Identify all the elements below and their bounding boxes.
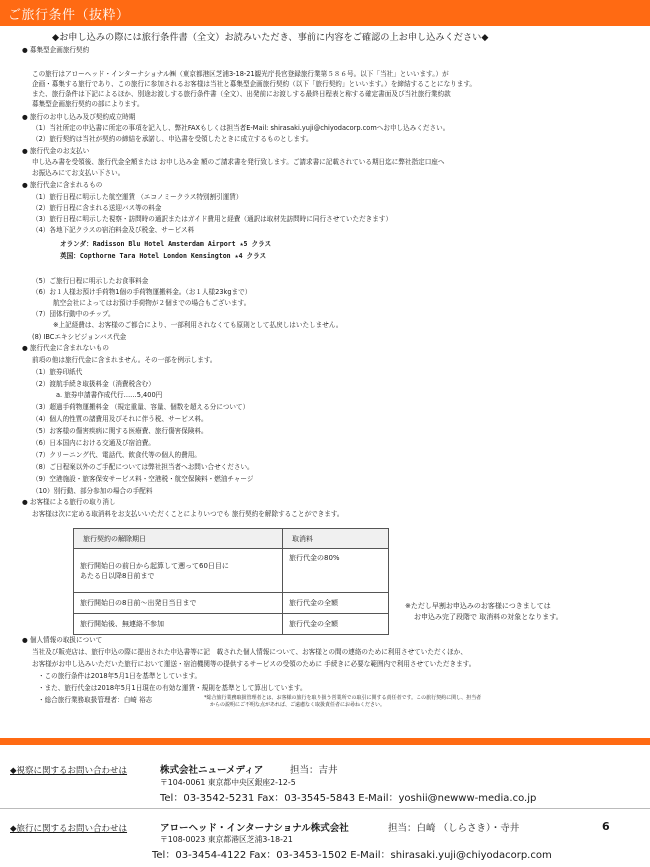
section-heading: ● 募集型企画旅行契約 <box>22 46 90 54</box>
text-line: （4）各地下記クラスの宿泊料金及び税金、サービス料 <box>32 226 195 234</box>
table-cell: 旅行開始日の8日前〜出発日当日まで <box>74 593 283 614</box>
table-cell: 旅行開始日の前日から起算して遡って60日目に あたる日以降8日前まで <box>74 549 283 593</box>
contact-divider <box>0 808 650 809</box>
hotel-netherlands: オランダ：Radisson Blu Hotel Amsterdam Airport ★5 クラス <box>60 240 272 248</box>
table-cell: 旅行代金の全額 <box>283 614 389 635</box>
contact-label: ◆旅行に関するお問い合わせは <box>10 824 128 834</box>
cancellation-table <box>73 528 389 635</box>
manager-note: *総合旅行業務取扱管理者とは、お客様の旅行を取り扱う営業所での取引に関する責任者です。この旅行契約に関し、担当者 <box>204 695 482 701</box>
section-heading: ● 旅行代金のお支払い <box>22 147 90 155</box>
table-row <box>74 614 389 635</box>
text-line: 前項の他は旅行代金に含まれません。その一部を例示します。 <box>32 356 217 364</box>
text-line: ・この旅行条件は2018年5月1日を基準としています。 <box>38 672 202 680</box>
text-line: 企画・募集する旅行であり、この旅行に参加されるお客様は当社と募集型企画旅行契約（以下「旅行契約」といいます。）を締結することになります。 <box>32 80 477 88</box>
contact-organization: 株式会社ニューメディア <box>160 765 264 776</box>
text-line: （3）旅行日程に明示した視察・訪問時の通訳またはガイド費用と経費（通訳は取材先訪問時に同行させていただきます） <box>32 215 393 223</box>
footer-divider <box>0 738 650 745</box>
early-booking-note: お申込み完了段階で 取消料の対象となります。 <box>414 613 563 621</box>
header-bar <box>0 0 650 26</box>
manager-note: からの説明にご不明な点があれば、ご遠慮なく取扱責任者にお尋ねください。 <box>210 702 386 708</box>
contact-address: 〒108-0023 東京都港区芝浦3-18-21 <box>160 835 293 844</box>
text-line: 当社及び販売店は、旅行申込の際に提出された申込書等に記 載された個人情報について、お客様との間の連絡のために利用させていただくほか、 <box>32 648 467 656</box>
section-heading: ● 旅行代金に含まれるもの <box>22 181 103 189</box>
early-booking-note: ※ただし早割お申込みのお客様につきましては <box>405 602 551 610</box>
contact-organization: アローヘッド・インターナショナル株式会社 <box>160 823 349 834</box>
text-line: ・総合旅行業務取扱管理者：白崎 裕志 <box>38 696 153 704</box>
lead-notice: ◆お申し込みの際には旅行条件書（全文）お読みいただき、事前に内容をご確認の上お申し込みください◆ <box>52 32 489 43</box>
contact-phone-email: Tel：03-3454-4122 Fax：03-3453-1502 E-Mail：shirasaki.yuji@chiyodacorp.com <box>152 850 552 861</box>
text-line: a. 旅券申請書作成代行……5,400円 <box>56 391 163 399</box>
section-heading: ● 旅行のお申し込み及び契約成立時期 <box>22 113 136 121</box>
text-line: （2）渡航手続き取扱料金（消費税含む） <box>32 380 155 388</box>
contact-phone-email: Tel：03-3542-5231 Fax：03-3545-5843 E-Mail：yoshii@newww-media.co.jp <box>160 793 537 804</box>
table-row <box>74 593 389 614</box>
hotel-uk: 英国：Copthorne Tara Hotel London Kensington ★4 クラス <box>60 252 267 260</box>
text-line: また、旅行条件は下記によるほか、別途お渡しする旅行条件書（全文）、出発前にお渡しする最終日程表と称する確定書面及び当社旅行業約款 <box>32 90 451 98</box>
text-line: （4）個人的性質の諸費用及びそれに伴う税、サービス料。 <box>32 415 208 423</box>
section-heading: ● 個人情報の取扱について <box>22 636 103 644</box>
table-cell: 旅行代金の80% <box>283 549 389 593</box>
text-line: （8）ご日程案以外のご手配については弊社担当者へお問い合せください。 <box>32 463 254 471</box>
table-header: 取消料 <box>283 529 389 549</box>
text-line: お客様がお申し込みいただいた旅行において運送・宿泊機関等の提供するサービスの受領のために 手続きに必要な範囲内で利用させていただきます。 <box>32 660 476 668</box>
text-line: （5）お客様の傷害疾病に関する医療費、旅行傷害保険料。 <box>32 427 208 435</box>
text-line: 航空会社によってはお預け手荷物が２個までの場合もございます。 <box>53 299 251 307</box>
table-header: 旅行契約の解除期日 <box>74 529 283 549</box>
text-line: （9）空港施設・旅客保安サービス料・空港税・航空保険料・燃油チャージ <box>32 475 254 483</box>
contact-label: ◆視察に関するお問い合わせは <box>10 766 128 776</box>
text-line: （3）超過手荷物運搬料金 （規定重量、容量、個数を超える分について） <box>32 403 250 411</box>
text-line: お振込みにてお支払い下さい。 <box>32 169 125 177</box>
text-line: （7）団体行動中のチップ。 <box>32 310 115 318</box>
text-line: （6）お１人様お預け手荷物1個の手荷物運搬料金。（お１人様23kgまで） <box>32 288 252 296</box>
text-line: ・また、旅行代金は2018年5月1日現在の有効な運賃・規則を基準として算出しています。 <box>38 684 307 692</box>
table-cell: 旅行代金の全額 <box>283 593 389 614</box>
text-line: （1）当社所定の申込書に所定の事項を記入し、弊社FAXもしくは担当者E-Mail: shirasaki.yuji@chiyodacorp.comへお申し込みください。 <box>32 124 450 132</box>
section-heading: ● お客様による旅行の取り消し <box>22 498 116 506</box>
contact-address: 〒104-0061 東京都中央区銀座2-12-5 <box>160 778 296 787</box>
text-line: （7）クリーニング代、電話代、飲食代等の個人的費用。 <box>32 451 201 459</box>
text-line: （2）旅行日程に含まれる送迎バス等の料金 <box>32 204 162 212</box>
text-line: （10）別行動、部分参加の場合の手配料 <box>32 487 153 495</box>
text-line: （2）旅行契約は当社が契約の締結を承諾し、申込書を受領したときに成立するものとします。 <box>32 135 313 143</box>
table-cell: 旅行開始後、無連絡不参加 <box>74 614 283 635</box>
page-number: 6 <box>602 820 610 833</box>
text-line: お客様は次に定める取消料をお支払いいただくことによりいつでも 旅行契約を解除することができます。 <box>32 510 344 518</box>
text-line: (8) IBCエキシビジョンバス代金 <box>32 333 127 341</box>
text-line: （1）旅行日程に明示した航空運賃 （エコノミークラス特別割引運賃） <box>32 193 243 201</box>
page-title: ご旅行条件（抜粋） <box>8 8 130 23</box>
text-line: 募集型企画旅行契約の部によります。 <box>32 100 144 108</box>
section-heading: ● 旅行代金に含まれないもの <box>22 344 109 352</box>
contact-person: 担当：白崎 （しらさき）・寺井 <box>388 823 520 834</box>
text-line: この旅行はアローヘッド・インターナショナル㈱（東京都港区芝浦3-18-21観光庁長官登録旅行業第５８６号。以下「当社」といいます。）が <box>32 70 449 78</box>
text-line: （6）日本国内における交通及び宿泊費。 <box>32 439 155 447</box>
contact-person: 担当：吉井 <box>290 765 338 776</box>
text-line: ※上記経費は、お客様のご都合により、一部利用されなくても原則として払戻しはいたしません。 <box>53 321 343 329</box>
text-line: （5）ご旅行日程に明示したお食事料金 <box>32 277 149 285</box>
text-line: 申し込み書を受領後、旅行代金全額または お申し込み金 額のご請求書を発行致します。ご請求書に記載されている期日迄に弊社指定口座へ <box>32 158 445 166</box>
table-row <box>74 549 389 593</box>
text-line: （1）旅券印紙代 <box>32 368 83 376</box>
